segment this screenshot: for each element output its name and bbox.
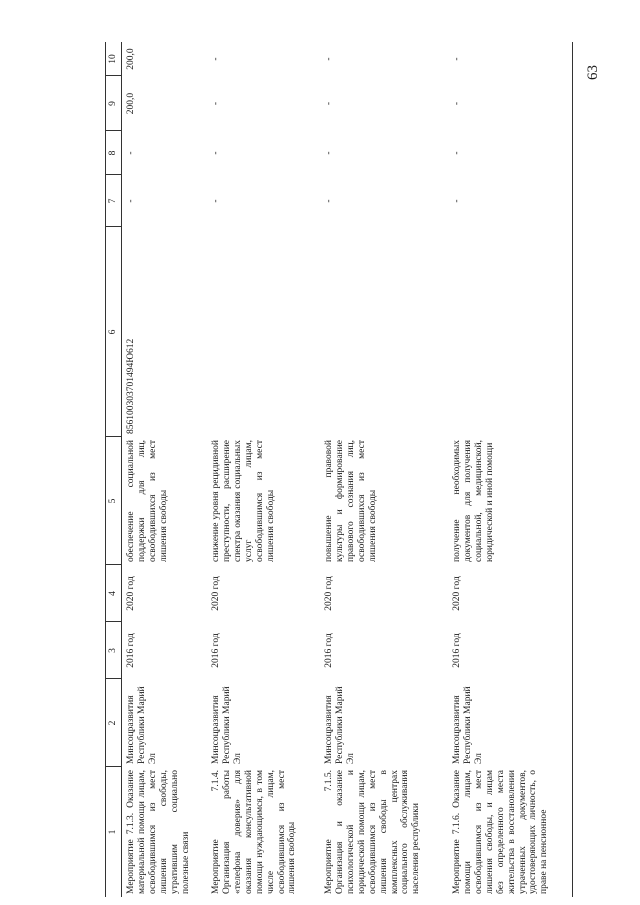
table-row [320, 42, 448, 897]
end-year-cell: 2020 год [324, 576, 334, 611]
col-header-3: 3 [105, 622, 122, 679]
executor-cell: Минсоцразвития Республики Марий Эл [211, 686, 243, 764]
end-year-cell: 2020 год [211, 576, 221, 611]
col-header-4: 4 [105, 565, 122, 622]
end-year-cell: 2020 год [126, 576, 136, 611]
header-divider [105, 436, 121, 437]
event-cell: Мероприятие 7.1.3. Оказание материальной помощи лицам, освободившимся из мест лишения свободы, утратившим социально полезные связи [126, 770, 191, 894]
col7-cell: - [211, 199, 221, 203]
header-divider [105, 564, 121, 565]
header-divider [105, 226, 121, 227]
budget-code-cell [207, 227, 320, 437]
result-cell: снижение уровня рецидивной преступности, расширение спектра оказания социальных услуг лицам, освободившимся из мест лишения свободы [211, 440, 276, 562]
end-year-cell: 2020 год [452, 576, 462, 611]
header-row [105, 42, 122, 897]
event-cell: Мероприятие 7.1.6. Оказание помощи лицам, освободившимся из мест лишения свободы, и лицам без определенного места жительства в восстановлении утраченных документов, удостоверяющих личность, о праве на пенсионное [452, 770, 550, 894]
col-header-6: 6 [105, 227, 122, 437]
header-divider [105, 75, 121, 76]
col-header-5: 5 [105, 437, 122, 565]
col7-cell: - [452, 199, 462, 203]
result-cell: получение необходимых документов для получения социальной, медицинской, юридической и иной помощи [452, 440, 495, 562]
header-divider [105, 174, 121, 175]
col-header-7: 7 [105, 175, 122, 227]
col10-cell: 200,0 [126, 48, 136, 70]
table-row [122, 42, 208, 897]
col8-cell: - [324, 151, 334, 155]
header-divider [105, 678, 121, 679]
budget-code-cell [320, 227, 448, 437]
col8-cell: - [211, 151, 221, 155]
table-row [207, 42, 320, 897]
col7-cell: - [324, 199, 334, 203]
budget-code-cell: 856100303701494Ю612 [126, 338, 136, 434]
start-year-cell: 2016 год [126, 633, 136, 668]
col10-cell: - [452, 57, 462, 61]
header-divider [105, 766, 121, 767]
col8-cell: - [126, 151, 136, 155]
col9-cell: - [452, 101, 462, 106]
col-header-8: 8 [105, 131, 122, 175]
header-divider [105, 130, 121, 131]
event-cell: Мероприятие 7.1.4. Организация работы «телефона доверия» для оказания консультативной помощи нуждающимся, в том числе лицам, освободившимся из мест лишения свободы [211, 770, 298, 894]
col10-cell: - [211, 57, 221, 61]
col9-cell: - [324, 101, 334, 106]
executor-cell: Минсоцразвития Республики Марий Эл [452, 686, 484, 764]
col-header-10: 10 [105, 42, 122, 76]
start-year-cell: 2016 год [324, 633, 334, 668]
budget-code-cell [448, 227, 584, 437]
col9-cell: - [211, 101, 221, 106]
col-header-9: 9 [105, 76, 122, 131]
program-events-table [105, 42, 584, 897]
col9-cell: 200,0 [126, 92, 136, 115]
col10-cell: - [324, 57, 334, 61]
start-year-cell: 2016 год [211, 633, 221, 668]
col-header-2: 2 [105, 679, 122, 767]
col8-cell: - [452, 151, 462, 155]
header-divider [105, 621, 121, 622]
result-cell: обеспечение социальной поддержки для лиц, освободившихся из мест лишения свободы [126, 440, 169, 562]
result-cell: повышение правовой культуры и формирование правового сознания лиц, освободившихся из мест лишения свободы [324, 440, 378, 562]
rotated-table-block [105, 42, 573, 897]
table-row [448, 42, 584, 897]
event-cell: Мероприятие 7.1.5. Организация и оказание психологической и юридической помощи лицам, освободившимся из мест лишения свободы в комплексных центрах социального обслуживания населения республики [324, 770, 422, 894]
col-header-1: 1 [105, 767, 122, 897]
col7-cell: - [126, 199, 136, 203]
executor-cell: Минсоцразвития Республики Марий Эл [324, 686, 356, 764]
page-number: 63 [585, 65, 601, 80]
executor-cell: Минсоцразвития Республики Марий Эл [126, 686, 158, 764]
start-year-cell: 2016 год [452, 633, 462, 668]
